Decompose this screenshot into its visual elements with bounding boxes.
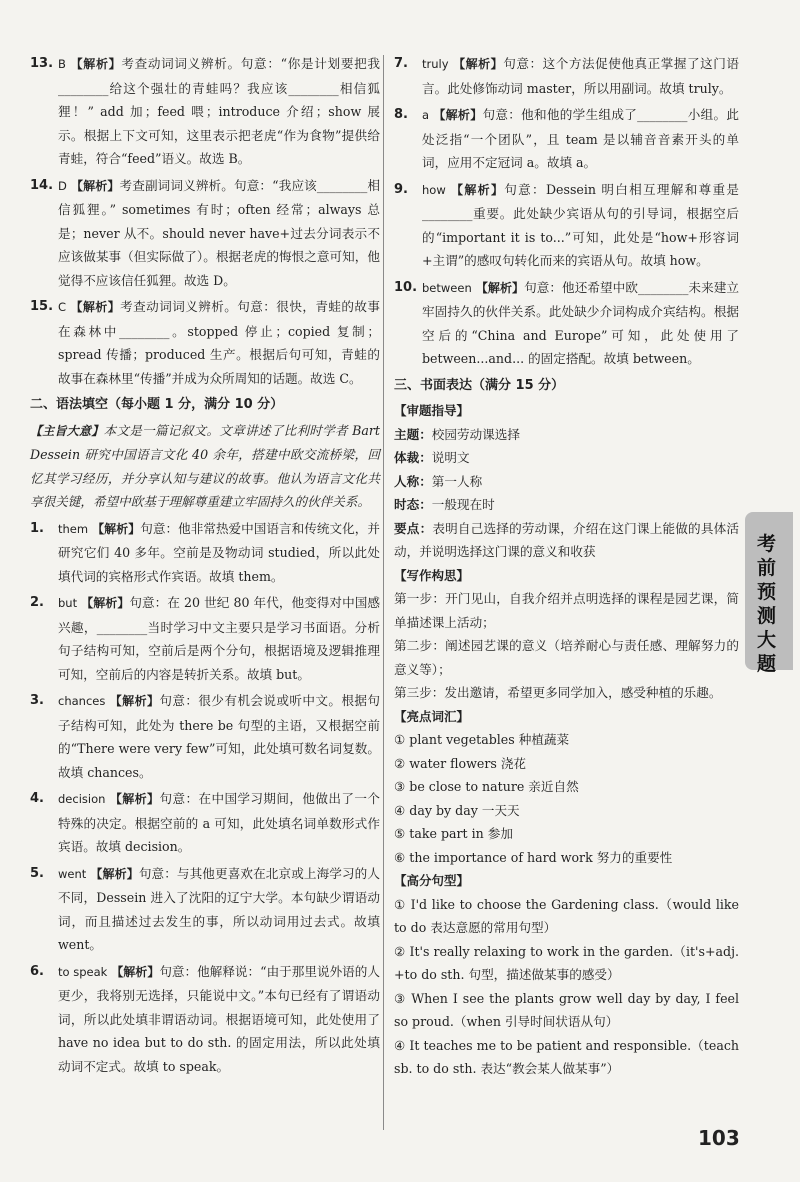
guide-line (394, 493, 739, 517)
item-explanation: 考查动词词义辨析。句意：很快，青蛙的故事在森林中________。stopped 停止；copied 复制；spread 传播；produced 生产。根据后句可知，青蛙的故事在森林里“传播”并成为众所周知的话题。故选 C。 (58, 299, 380, 386)
plan-step: 第二步：阐述园艺课的意义（培养耐心与责任感、理解努力的意义等）； (394, 638, 739, 677)
item-number: 6. (30, 963, 44, 979)
item-number: 14. (30, 177, 54, 193)
item-answer: decision (58, 792, 106, 806)
vocabulary-item: ⑤ take part in 参加 (394, 826, 513, 841)
right-column (394, 52, 739, 1081)
item-number: 3. (30, 693, 44, 708)
answer-item-15 (30, 295, 380, 390)
writing-plan-list (394, 587, 739, 705)
item-explanation: 句意：他还希望中欧________未来建立牢固持久的伙伴关系。此处缺少介词构成介宾结构。根据空后的“China and Europe”可知，此处使用了 between...and... 的固定搭配。故填 between。 (422, 279, 739, 366)
analysis-tag: 【解析】 (111, 964, 160, 979)
answer-item-6 (30, 960, 380, 1079)
analysis-tag: 【解析】 (109, 792, 160, 806)
item-answer: between (422, 280, 472, 295)
guide-value: 说明文 (431, 450, 470, 465)
guide-line (394, 517, 739, 564)
guide-label: 主题： (394, 426, 432, 442)
item-explanation: 考查副词词义辨析。句意：“我应该________相信狐狸。” sometimes 有时；often 经常；always 总是；never 从不。should never have+过去分词表示不应该做某事（但实际做了）。根据老虎的悔恨之意可知，他觉得不应该信任狐狸。故选 D。 (58, 177, 380, 288)
item-number: 5. (30, 865, 44, 881)
main-idea-tag: 【主旨大意】 (30, 423, 104, 438)
item-number: 2. (30, 595, 44, 610)
analysis-tag: 【解析】 (92, 521, 141, 536)
item-number: 9. (394, 181, 408, 197)
answer-item-14 (30, 174, 380, 293)
analysis-tag: 【解析】 (109, 694, 160, 708)
answers-1-6 (30, 517, 380, 1079)
main-idea-text: 本文是一篇记叙文。文章讲述了比利时学者 Bart Dessein 研究中国语言文化 40 余年，搭建中欧交流桥梁，回忆其学习经历，并分享认知与建议的故事。他认为语言文化共享很关键，希望中欧基于理解尊重建立牢固持久的伙伴关系。 (30, 422, 380, 509)
item-answer: them (58, 521, 89, 536)
item-explanation: 句意：他解释说：“由于那里说外语的人更少，我将别无选择，只能说中文。”本句已经有了谓语动词，所以此处填非谓语动词。根据语境可知，此处使用了 have no idea but to do sth. 的固定用法，所以此处填动词不定式。故填 to speak。 (58, 963, 380, 1074)
analysis-tag: 【解析】 (70, 57, 122, 71)
guide-line (394, 470, 739, 494)
answer-item-7 (394, 52, 739, 100)
item-answer: truly (422, 57, 449, 71)
side-tab (745, 512, 793, 675)
answer-item-3 (30, 689, 380, 784)
column-divider (383, 55, 384, 1130)
guide-label: 时态： (394, 497, 432, 512)
analysis-tag: 【解析】 (90, 866, 139, 881)
analysis-tag: 【解析】 (71, 178, 120, 193)
sentence-pattern: ① I'd like to choose the Gardening class.（would like to do 表达意愿的常用句型） (394, 896, 739, 935)
analysis-tag: 【解析】 (433, 108, 483, 122)
guide-value: 校园劳动课选择 (431, 426, 520, 442)
section-three-title: 三、书面表达（满分 15 分） (394, 377, 565, 393)
item-explanation: 句意：他和他的学生组成了________小组。此处泛指“一个团队”，且 team 是以辅音音素开头的单词，应用不定冠词 a。故填 a。 (422, 107, 739, 170)
left-column (30, 52, 380, 1081)
vocabulary-item: ⑥ the importance of hard work 努力的重要性 (394, 849, 673, 865)
vocabulary-item: ④ day by day 一天天 (394, 802, 520, 818)
item-answer: B (58, 57, 66, 71)
analysis-tag: 【解析】 (451, 182, 505, 197)
answer-item-5 (30, 862, 380, 957)
side-tab-label: 考前预测大题 (757, 533, 777, 675)
answer-item-10 (394, 276, 739, 371)
sentence-pattern: ④ It teaches me to be patient and responsible.（teach sb. to do sth. 表达“教会某人做某事”） (394, 1037, 739, 1076)
item-explanation: 句意：这个方法促使他真正掌握了这门语言。此处修饰动词 master，所以用副词。故填 truly。 (422, 56, 739, 96)
item-answer: but (58, 596, 78, 610)
analysis-tag: 【解析】 (70, 300, 121, 314)
item-number: 7. (394, 56, 408, 71)
guide-value: 第一人称 (431, 473, 483, 489)
answer-item-13 (30, 52, 380, 171)
guide-value: 表明自己选择的劳动课，介绍在这门课上能做的具体活动，并说明选择这门课的意义和收获 (394, 520, 740, 559)
answer-item-8 (394, 103, 739, 175)
item-answer: C (58, 300, 67, 314)
item-explanation: 句意：在中国学习期间，他做出了一个特殊的决定。根据空前的 a 可知，此处填名词单数形式作宾语。故填 decision。 (58, 791, 380, 854)
plan-step: 第一步：开门见山，自我介绍并点明选择的课程是园艺课，简单描述课上活动； (394, 591, 739, 630)
item-answer: to speak (58, 964, 108, 979)
item-answer: chances (58, 694, 106, 708)
vocabulary-list (394, 728, 739, 869)
section-two-title: 二、语法填空（每小题 1 分，满分 10 分） (30, 397, 284, 412)
analysis-tag: 【解析】 (81, 596, 130, 610)
answer-item-4 (30, 787, 380, 859)
sentence-pattern: ② It's really relaxing to work in the garden.（it's+adj. +to do sth. 句型，描述做某事的感受） (394, 943, 739, 982)
guide-label: 要点： (394, 520, 433, 536)
item-number: 15. (30, 299, 54, 314)
item-answer: how (422, 182, 446, 197)
sentence-pattern: ③ When I see the plants grow well day by day, I feel so proud.（when 引导时间状语从句） (394, 990, 739, 1029)
item-number: 13. (30, 56, 54, 71)
item-answer: went (58, 866, 87, 881)
guide-label: 人称： (394, 473, 432, 489)
item-number: 8. (394, 107, 408, 122)
vocabulary-item: ② water flowers 浇花 (394, 755, 527, 771)
answers-13-15 (30, 52, 380, 390)
item-number: 1. (30, 520, 44, 536)
guide-line (394, 423, 739, 447)
guide-label: 体裁： (394, 450, 432, 465)
vocabulary-item: ① plant vegetables 种植蔬菜 (394, 732, 570, 747)
plan-step: 第三步：发出邀请，希望更多同学加入，感受种植的乐趣。 (394, 685, 722, 700)
sentence-patterns-heading: 【高分句型】 (394, 873, 470, 888)
sentence-patterns-list (394, 893, 739, 1081)
vocabulary-item: ③ be close to nature 亲近自然 (394, 779, 579, 794)
analysis-tag: 【解析】 (475, 280, 525, 295)
main-idea-paragraph (30, 419, 380, 514)
item-explanation: 句意：在 20 世纪 80 年代，他变得对中国感兴趣，________当时学习中文主要只是学习书面语。分析句子结构可知，空前后是两个分句，根据语境及逻辑推理可知，空前后的内容是转折关系。故填 but。 (58, 595, 380, 682)
item-explanation: 句意：与其他更喜欢在北京或上海学习的人不同，Dessein 进入了沈阳的辽宁大学。本句缺少谓语动词，而且描述过去发生的事，所以动词用过去式。故填 went。 (58, 865, 380, 952)
analysis-tag: 【解析】 (453, 57, 504, 71)
guide-value: 一般现在时 (431, 497, 495, 512)
item-explanation: 考查动词词义辨析。句意：“你是计划要把我________给这个强壮的青蛙吗？我应该________相信狐狸！” add 加；feed 喂；introduce 介绍；show 展示。根据上下文可知，这里表示把老虎“作为食物”提供给青蛙，符合“feed”语义。故选 B。 (58, 56, 380, 166)
item-explanation: 句意：很少有机会说或听中文。根据句子结构可知，此处为 there be 句型的主语，又根据空前的“There were very few”可知，此处填可数名词复数。故填 chances。 (58, 693, 380, 780)
item-explanation: 句意：他非常热爱中国语言和传统文化，并研究它们 40 多年。空前是及物动词 studied，所以此处填代词的宾格形式作宾语。故填 them。 (58, 520, 380, 584)
item-number: 10. (394, 279, 418, 295)
item-answer: a (422, 108, 430, 122)
review-guide-list (394, 423, 739, 564)
item-number: 4. (30, 791, 44, 806)
guide-line (394, 446, 739, 470)
answer-item-2 (30, 591, 380, 686)
answer-item-1 (30, 517, 380, 589)
page-number: 103 (698, 1126, 740, 1150)
writing-plan-heading: 【写作构思】 (394, 567, 470, 583)
answers-7-10 (394, 52, 739, 371)
answer-item-9 (394, 178, 739, 273)
item-explanation: 句意：Dessein 明白相互理解和尊重是________重要。此处缺少宾语从句的引导词，根据空后的“important it is to...”可知，此处是“how+形容词+主谓”的感叹句转化而来的宾语从句。故填 how。 (422, 181, 739, 268)
vocabulary-heading: 【亮点词汇】 (394, 708, 470, 724)
review-guide-heading: 【审题指导】 (394, 403, 470, 418)
item-answer: D (58, 178, 67, 193)
